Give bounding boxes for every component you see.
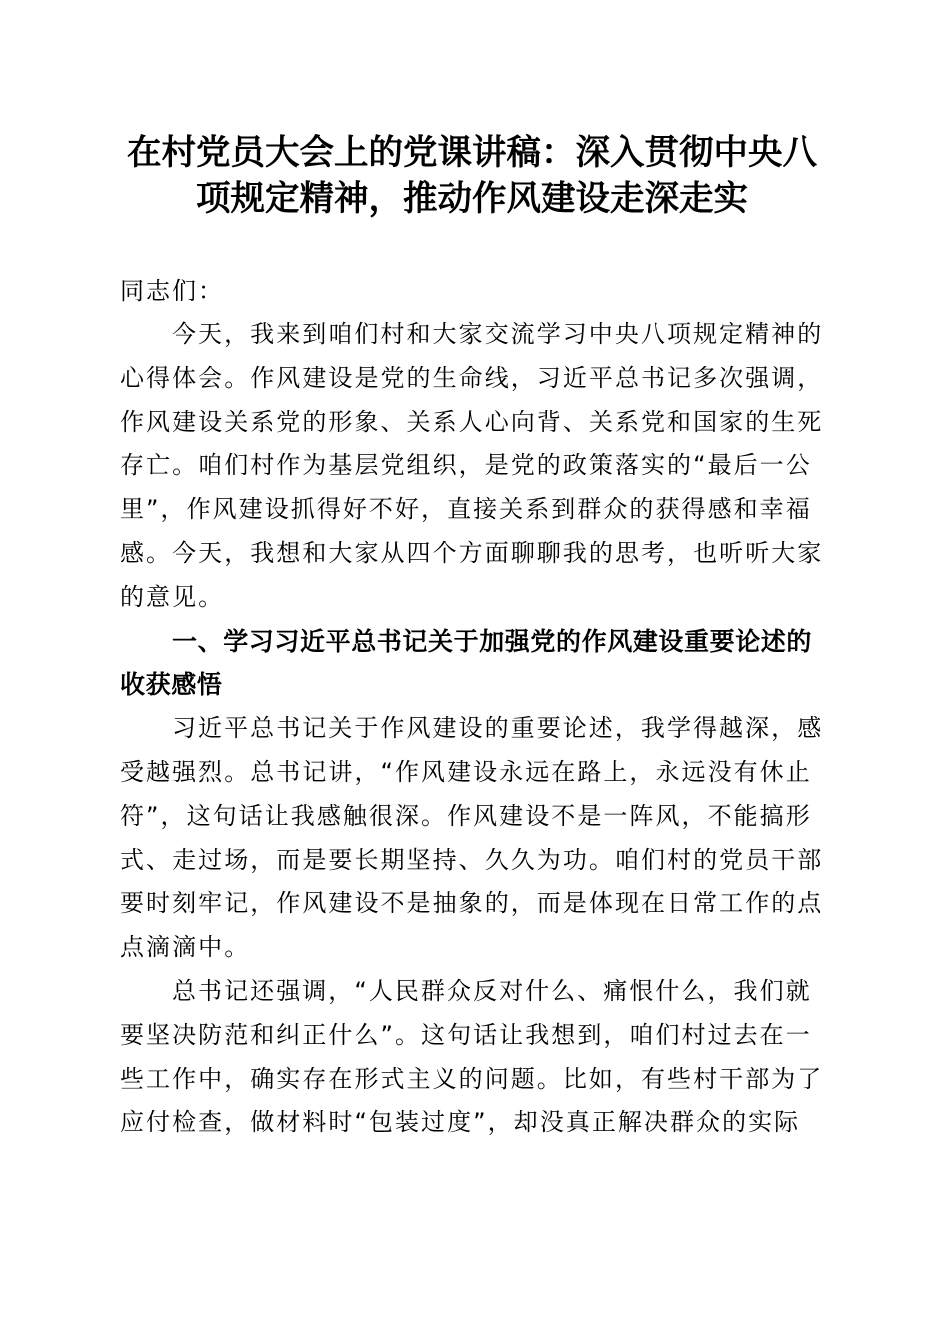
paragraph-line: 心得体会。作风建设是党的生命线，习近平总书记多次强调， <box>120 363 824 392</box>
paragraph-line: 受越强烈。总书记讲，“作风建设永远在路上，永远没有休止 <box>120 757 812 786</box>
section-heading-1 <box>120 620 824 708</box>
paragraph-line: 感。今天，我想和大家从四个方面聊聊我的思考，也听听大家 <box>120 538 824 567</box>
paragraph-line: 式、走过场，而是要长期坚持、久久为功。咱们村的党员干部 <box>120 845 824 874</box>
body-paragraph <box>120 970 824 1145</box>
intro-paragraph <box>120 313 824 620</box>
heading-line: 一、学习习近平总书记关于加强党的作风建设重要论述的 <box>172 626 813 656</box>
document-page <box>120 130 824 1145</box>
paragraph-line: 要时刻牢记，作风建设不是抽象的，而是体现在日常工作的点 <box>120 889 824 918</box>
paragraph-line: 作风建设关系党的形象、关系人心向背、关系党和国家的生死 <box>120 407 824 436</box>
title-line-1: 在村党员大会上的党课讲稿：深入贯彻中央八 <box>127 133 817 173</box>
heading-line: 收获感悟 <box>120 670 223 700</box>
salutation: 同志们： <box>120 277 224 305</box>
paragraph-line: 符”，这句话让我感触很深。作风建设不是一阵风，不能搞形 <box>120 801 812 830</box>
paragraph-line: 习近平总书记关于作风建设的重要论述，我学得越深，感 <box>172 714 824 743</box>
paragraph-line: 总书记还强调，“人民群众反对什么、痛恨什么，我们就 <box>172 976 812 1005</box>
document-title <box>114 130 830 222</box>
paragraph-line: 存亡。咱们村作为基层党组织，是党的政策落实的“最后一公 <box>120 451 812 480</box>
paragraph-line: 要坚决防范和纠正什么”。这句话让我想到，咱们村过去在一 <box>120 1020 812 1049</box>
paragraph-line: 今天，我来到咱们村和大家交流学习中央八项规定精神的 <box>172 320 824 348</box>
title-line-2: 项规定精神，推动作风建设走深走实 <box>196 179 748 219</box>
paragraph-line: 里”，作风建设抓得好不好，直接关系到群众的获得感和幸福 <box>120 495 812 524</box>
paragraph-line: 应付检查，做材料时“包装过度”，却没真正解决群众的实际 <box>120 1108 801 1137</box>
body-paragraph <box>120 707 824 970</box>
paragraph-line: 的意见。 <box>120 582 225 611</box>
paragraph-line: 点滴滴中。 <box>120 933 251 962</box>
paragraph-line: 些工作中，确实存在形式主义的问题。比如，有些村干部为了 <box>120 1064 824 1093</box>
